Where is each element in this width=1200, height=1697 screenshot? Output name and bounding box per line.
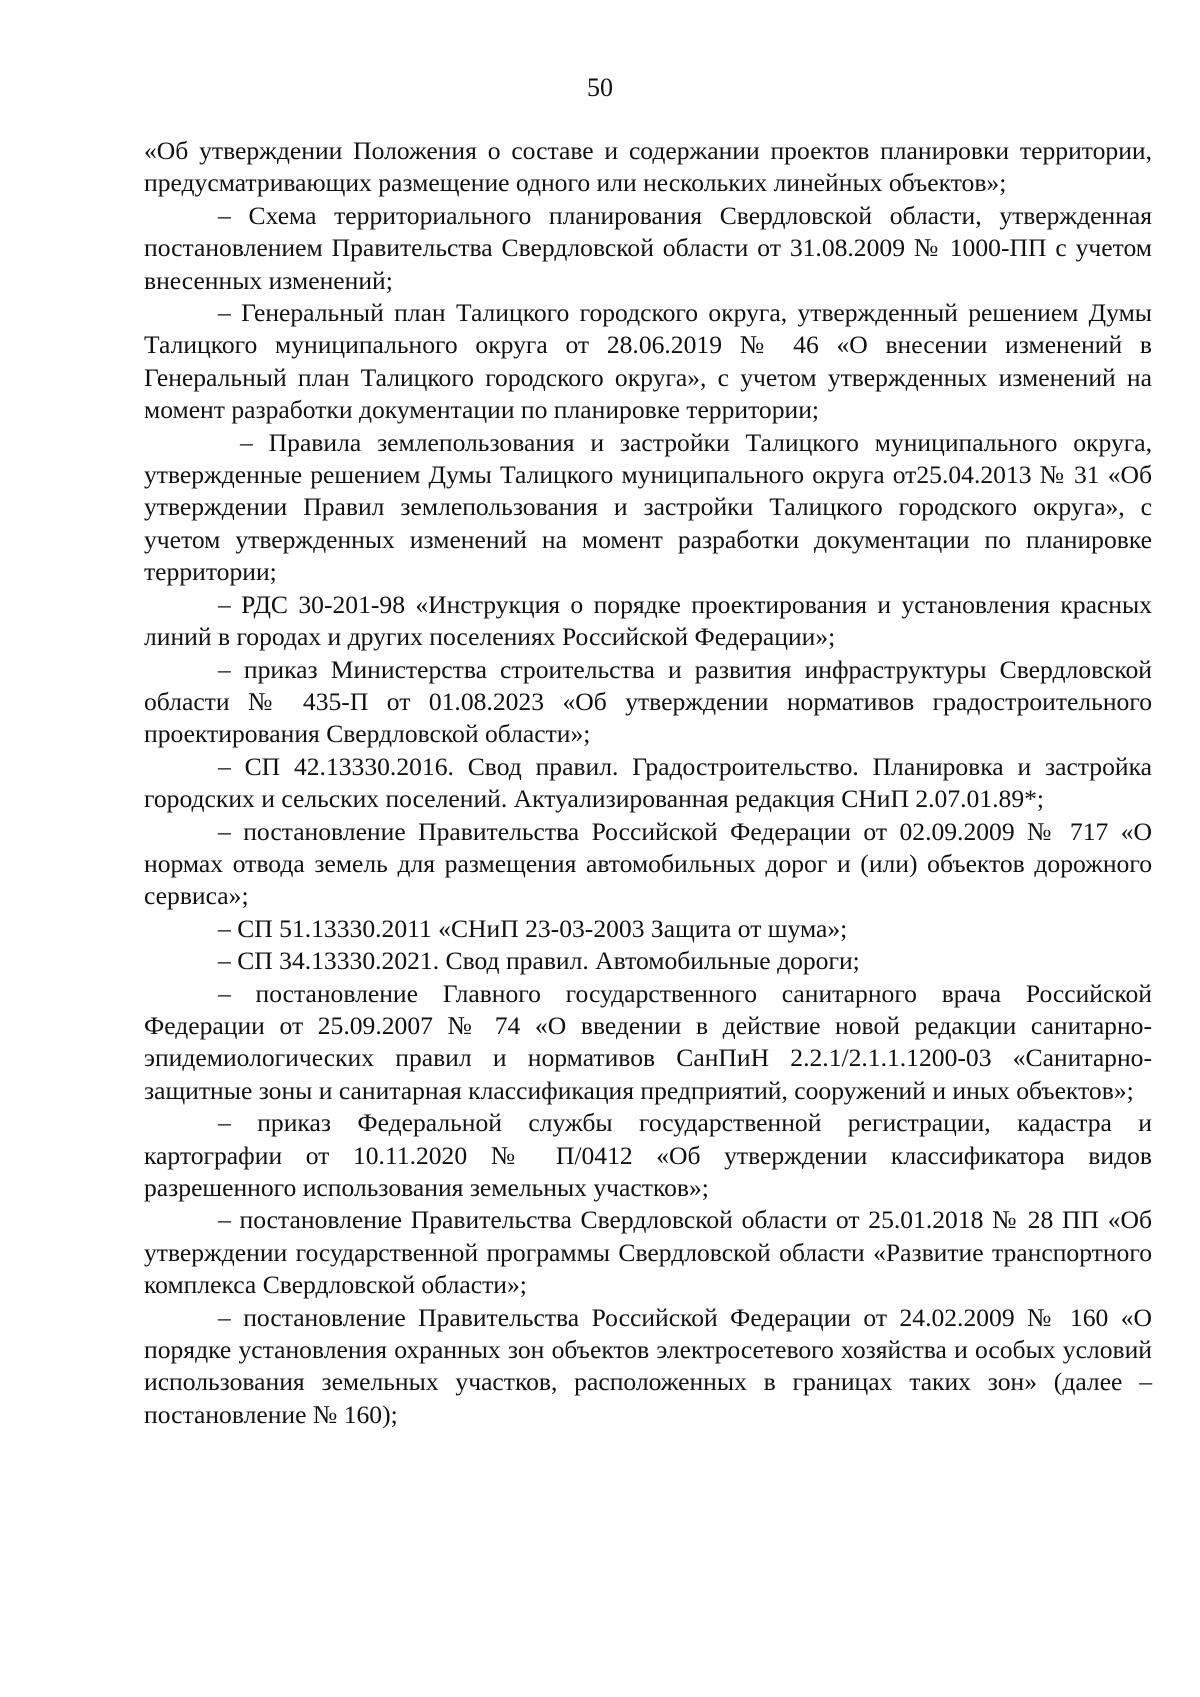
paragraph-rosreestr-order: – приказ Федеральной службы государственной регистрации, кадастра и картографии от 10.11.2020 № П/0412 «Об утверждении классификатора видов разрешенного использования земельных участков»; [144, 1108, 1152, 1202]
paragraph-continuation: «Об утверждении Положения о составе и содержании проектов планировки территории, предусматривающих размещение одного или нескольких линейных объектов»; [144, 136, 1152, 198]
paragraph-resolution-160: – постановление Правительства Российской Федерации от 24.02.2009 № 160 «О порядке установления охранных зон объектов электросетевого хозяйства и особых условий использования земельных участков, расположенных в границах таких зон» (далее – постановление № 160); [144, 1302, 1152, 1429]
page-number: 50 [587, 73, 613, 102]
paragraph-territorial-planning-scheme: – Схема территориального планирования Свердловской области, утвержденная постановлением Правительства Свердловской области от 31.08.2009 № 1000-ПП с учетом внесенных изменений; [144, 200, 1152, 295]
paragraph-sanitary-rules: – постановление Главного государственного санитарного врача Российской Федерации от 25.09.2007 № 74 «О введении в действие новой редакции санитарно-эпидемиологических правил и нормативов СанПиН 2.2.1/2.1.1.1200-03 «Санитарно-защитные зоны и санитарная классификация предприятий, сооружений и иных объектов»; [144, 978, 1152, 1105]
paragraph-sp-42: – СП 42.13330.2016. Свод правил. Градостроительство. Планировка и застройка городских и сельских поселений. Актуализированная редакция СНиП 2.07.01.89*; [144, 751, 1152, 814]
paragraph-resolution-717: – постановление Правительства Российской Федерации от 02.09.2009 № 717 «О нормах отвода земель для размещения автомобильных дорог и (или) объектов дорожного сервиса»; [144, 816, 1152, 911]
paragraph-sp-34: – СП 34.13330.2021. Свод правил. Автомобильные дороги; [218, 946, 860, 976]
document-body [144, 135, 1152, 1431]
paragraph-regional-program: – постановление Правительства Свердловской области от 25.01.2018 № 28 ПП «Об утверждении государственной программы Свердловской области «Развитие транспортного комплекса Свердловской области»; [144, 1205, 1152, 1300]
paragraph-land-use-rules: – Правила землепользования и застройки Талицкого муниципального округа, утвержденные решением Думы Талицкого муниципального округа от25.04.2013 № 31 «Об утверждении Правил землепользования и застройки Талицкого городского округа», с учетом утвержденных изменений на момент разработки документации по планировке территории; [144, 427, 1152, 587]
paragraph-ministry-order: – приказ Министерства строительства и развития инфраструктуры Свердловской области № 435-П от 01.08.2023 «Об утверждении нормативов градостроительного проектирования Свердловской области»; [144, 654, 1152, 749]
paragraph-general-plan: – Генеральный план Талицкого городского округа, утвержденный решением Думы Талицкого муниципального округа от 28.06.2019 № 46 «О внесении изменений в Генеральный план Талицкого городского округа», с учетом утвержденных изменений на момент разработки документации по планировке территории; [144, 298, 1152, 425]
paragraph-sp-51: – СП 51.13330.2011 «СНиП 23-03-2003 Защита от шума»; [218, 913, 848, 943]
paragraph-rds-instruction: – РДС 30-201-98 «Инструкция о порядке проектирования и установления красных линий в городах и других поселениях Российской Федерации»; [144, 589, 1152, 652]
